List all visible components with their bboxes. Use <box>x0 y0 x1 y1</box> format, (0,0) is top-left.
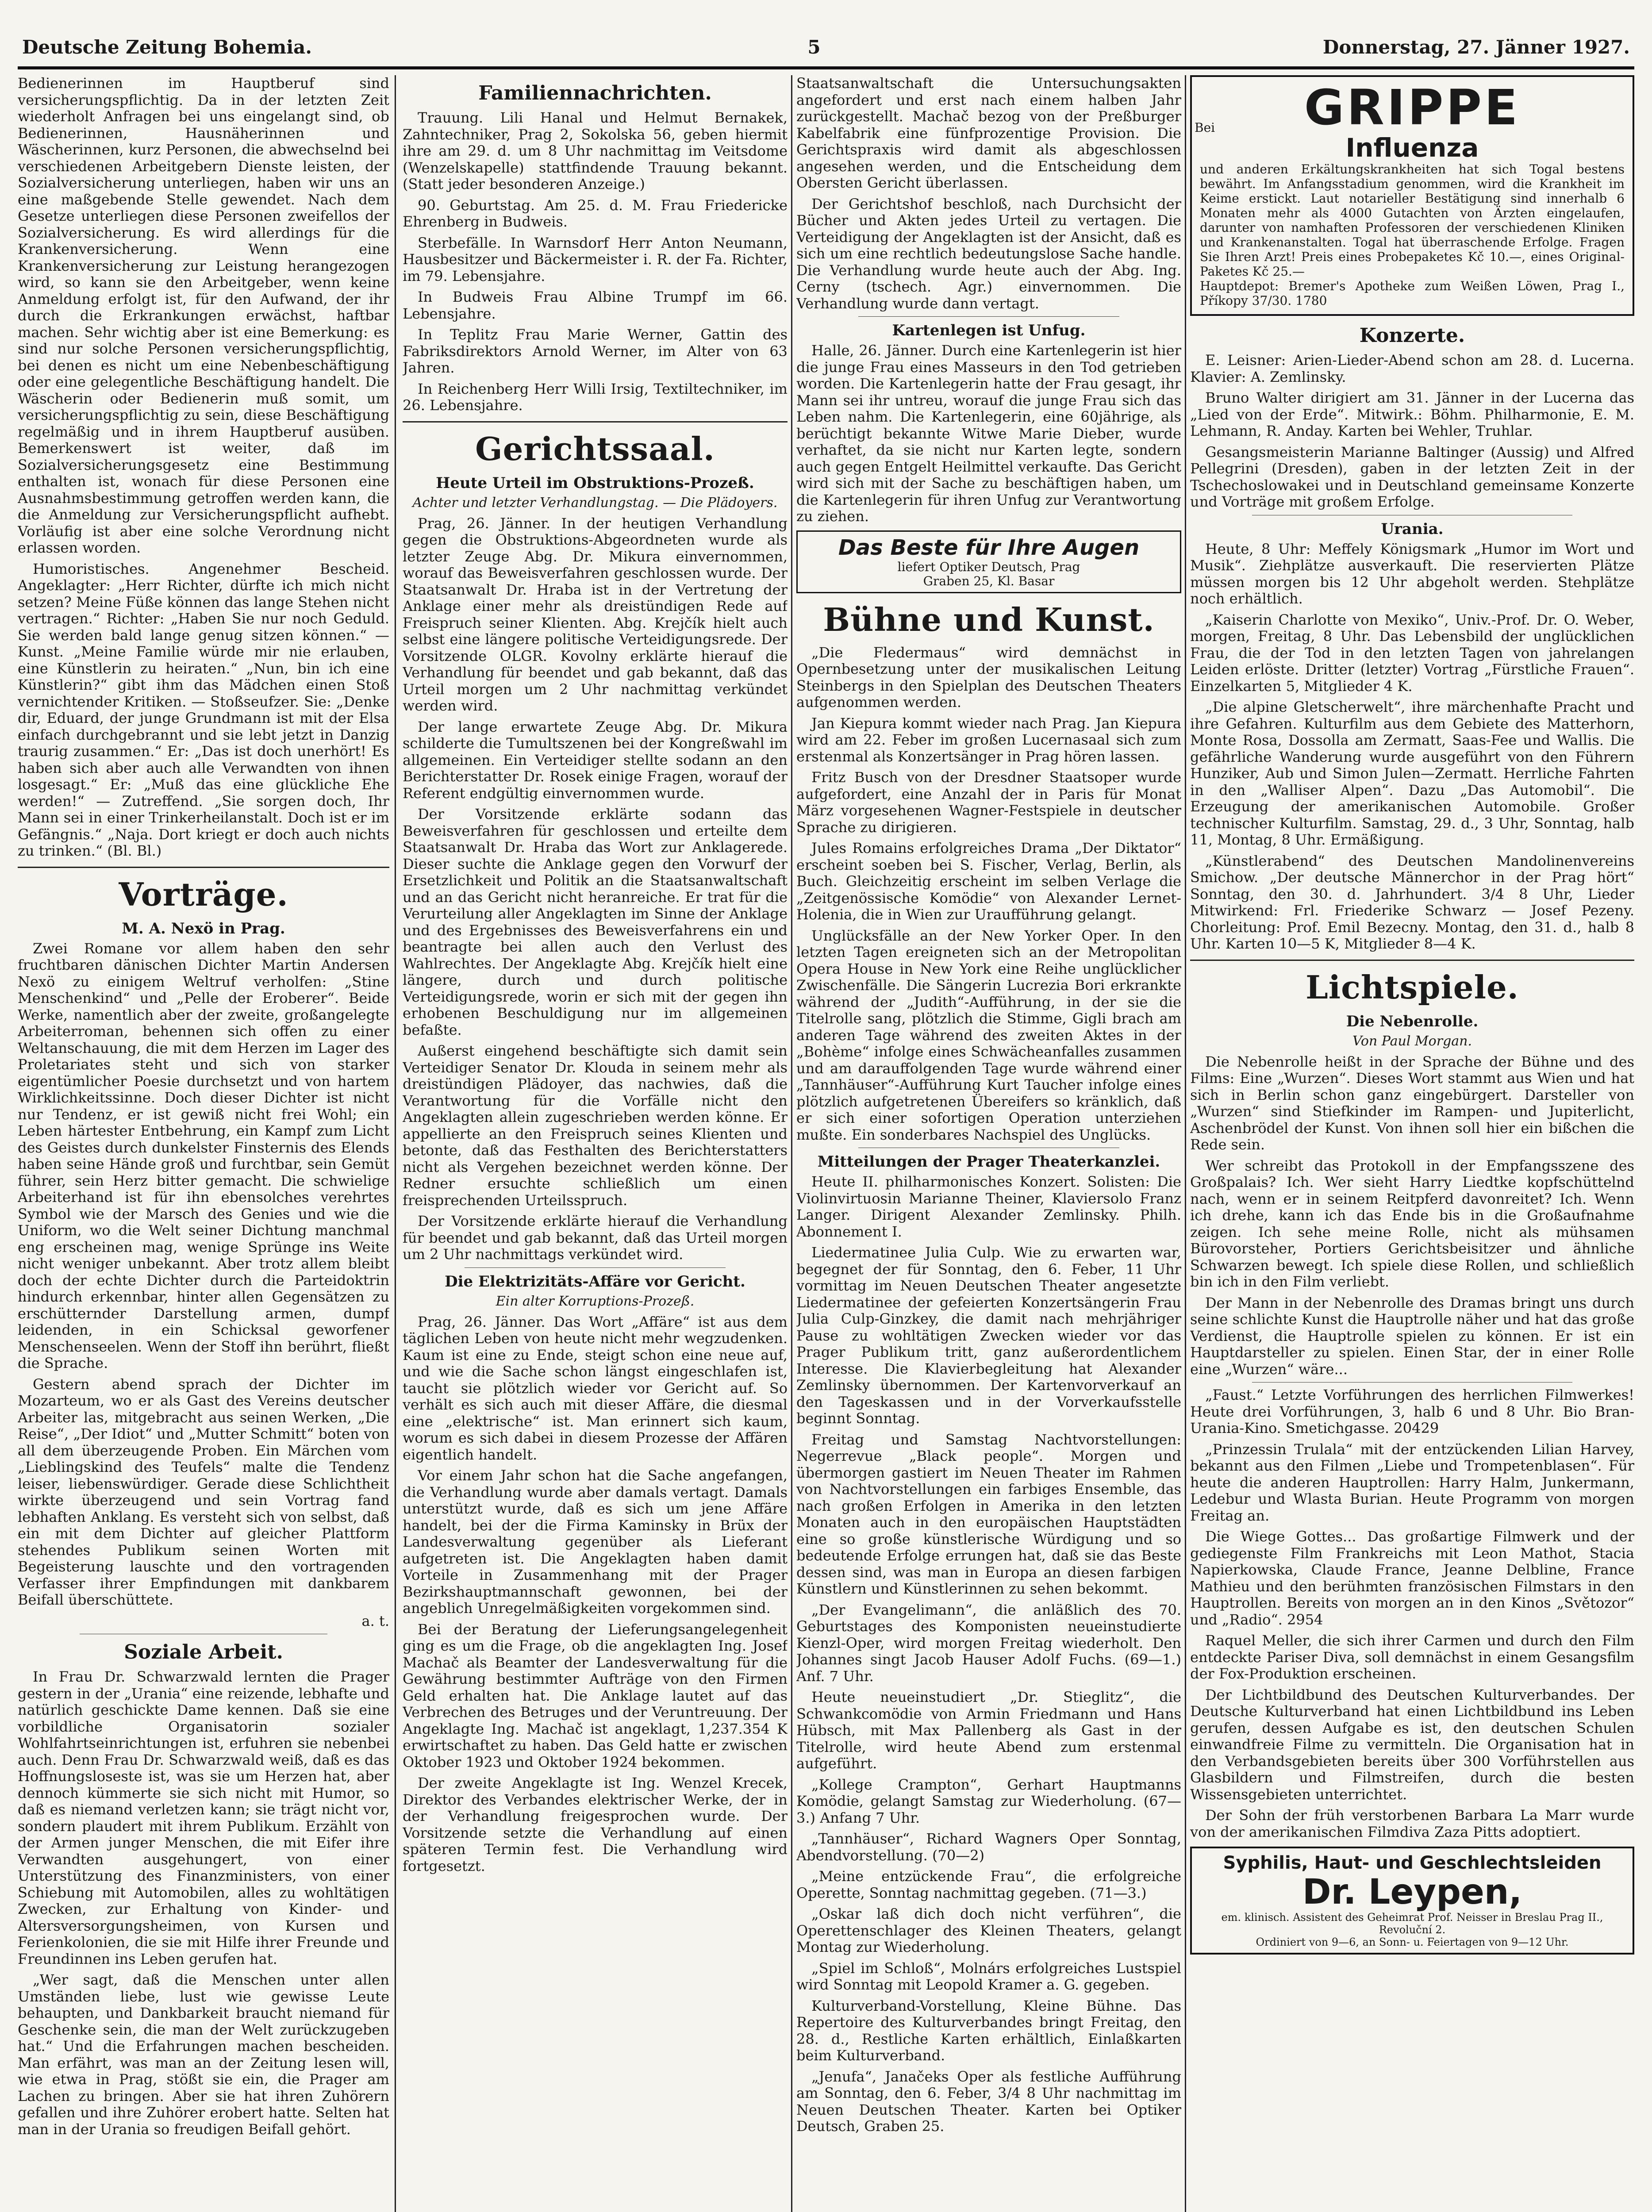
article-paragraph: Der Vorsitzende erklärte hierauf die Verhandlung für beendet und gab bekannt, daß das Urteil morgen um 2 Uhr nachmittags verkündet wird. <box>403 1213 788 1263</box>
article-heading: Mitteilungen der Prager Theaterkanzlei. <box>817 1153 1160 1171</box>
article-paragraph: Halle, 26. Jänner. Durch eine Kartenlegerin ist hier die junge Frau eines Masseurs in den Tod getrieben worden. Die Kartenlegerin hatte der Frau gesagt, ihr Mann sei ihr untreu, worauf die junge Frau sich das Leben nahm. Die Kartenlegerin, eine 60jährige, als berüchtigt bekannte Witwe Marie Dieber, wurde verhaftet, da sie nicht nur Karten legte, sondern auch gegen Entgelt Heilmittel verkaufte. Das Gericht wird sich mit der Sache zu beschäftigen haben, um die Kartenlegerin für ihren Unfug zur Verantwortung zu ziehen. <box>796 342 1181 525</box>
article-paragraph: Die Nebenrolle heißt in der Sprache der Bühne und des Films: Eine „Wurzen“. Dieses Wort stammt aus Wien und hat sich in Berlin schon ganz eingebürgert. Darsteller von „Wurzen“ sind Stiefkinder im Rampen- und Jupiterlicht, Aschenbrödel der Kunst. Von ihnen soll hier ein bißchen die Rede sein. <box>1190 1053 1634 1153</box>
ad-headline: Syphilis, Haut- und Geschlechtsleiden <box>1223 1853 1602 1873</box>
article-paragraph: „Faust.“ Letzte Vorführungen des herrlichen Filmwerkes! Heute drei Vorführungen, 3, halb 6 und 8 Uhr. Bio Bran-Urania-Kino. Smetichgasse. 20429 <box>1190 1386 1634 1436</box>
article-paragraph: Liedermatinee Julia Culp. Wie zu erwarten war, begegnet der für Sonntag, den 6. Feber, 11 Uhr vormittag im Neuen Deutschen Theater angesetzte Liedermatinee der gefeierten Konzertsängerin Frau Julia Culp-Ginzkey, die damit nach mehrjähriger Pause zu wohltätigen Zwecken wieder vor das Prager Publikum tritt, ganz außerordentlichem Interesse. Die Klavierbegleitung hat Alexander Zemlinsky übernommen. Der Kartenvorverkauf an den Tageskassen und in der Vorverkaufsstelle beginnt Sonntag. <box>796 1244 1181 1427</box>
article-paragraph: „Meine entzückende Frau“, die erfolgreiche Operette, Sonntag nachmittag gegeben. (71—3.) <box>796 1868 1181 1901</box>
column-4 <box>1190 75 1634 2212</box>
ad-depot: Hauptdepot: Bremer's Apotheke zum Weißen Löwen, Prag I., Příkopy 37/30. 1780 <box>1200 279 1625 308</box>
column-rule <box>395 75 396 2212</box>
article-paragraph: Bruno Walter dirigiert am 31. Jänner in der Lucerna das „Lied von der Erde“. Mitwirk.: Böhm. Philharmonie, E. M. Lehmann, R. Anday. Karten bei Wehler, Truhlar. <box>1190 389 1634 439</box>
paper-title: Deutsche Zeitung Bohemia. <box>22 36 312 58</box>
article-paragraph: „Prinzessin Trulala“ mit der entzückenden Lilian Harvey, bekannt aus den Filmen „Liebe und Trompetenblasen“. Für heute die anderen Hauptrollen: Harry Halm, Junkermann, Ledebur und Wlasta Burian. Heute Programm von morgen Freitag an. <box>1190 1440 1634 1524</box>
article-paragraph: Außerst eingehend beschäftigte sich damit sein Verteidiger Senator Dr. Klouda in seinem mehr als dreistündigen Plädoyer, das nachwies, daß die Verantwortung für die Vorfälle nicht den Angeklagten allein zugeschrieben werden könne. Er appellierte an den Freispruch seines Klienten und betonte, daß das Festhalten des Berichterstatters nicht als Vergehen bezeichnet werden könne. Der Redner ersuchte schließlich um einen freisprechenden Urteilsspruch. <box>403 1042 788 1209</box>
article-paragraph: „Spiel im Schloß“, Molnárs erfolgreiches Lustspiel wird Sonntag mit Leopold Kramer a. G. gegeben. <box>796 1959 1181 1993</box>
ad-name: Dr. Leypen, <box>1302 1872 1522 1912</box>
article-heading: Kartenlegen ist Unfug. <box>892 322 1086 339</box>
article-heading: M. A. Nexö in Prag. <box>122 919 285 937</box>
article-paragraph: Gestern abend sprach der Dichter im Mozarteum, wo er als Gast des Vereins deutscher Arbeiter las, mitgebracht aus seinen Werken, „Die Reise“, „Der Idiot“ und „Mutter Schmitt“ boten von all dem überzeugende Proben. Ein Märchen vom „Lieblingskind des Teufels“ malte die Tendenz leiser, liebenswürdiger. Gerade diese Schlichtheit wirkte überzeugend und sein Vortrag fand lebhaften Anklang. Es versteht sich von selbst, daß ein mit dem Dichter auf gleicher Plattform stehendes Publikum seinen Worten mit Begeisterung lauschte und den vortragenden Verfasser ihrer Empfindungen mit dankbarem Beifall überschüttete. <box>18 1375 389 1608</box>
notice-paragraph: 90. Geburtstag. Am 25. d. M. Frau Friedericke Ehrenberg in Budweis. <box>403 196 788 230</box>
article-paragraph: Der Gerichtshof beschloß, nach Durchsicht der Bücher und Akten jedes Urteil zu vertagen. Die Verteidigung der Angeklagten ist der Ansicht, daß es sich um eine rechtlich bedeutungslose Sache handle. Die Verhandlung wurde heute auch der Abg. Ing. Cerny (tschech. Agr.) einvernommen. Die Verhandlung wurde dann vertagt. <box>796 195 1181 312</box>
section-heading: Familiennachrichten. <box>478 82 712 104</box>
section-heading: Vorträge. <box>119 875 288 913</box>
article-heading: Die Elektrizitäts-Affäre vor Gericht. <box>445 1272 745 1290</box>
article-paragraph: Vor einem Jahr schon hat die Sache angefangen, die Verhandlung wurde aber damals vertagt. Damals unterstützt wurde, daß es sich um jene Affäre handelt, bei der die Firma Kaminsky in Brüx der Landesverwaltung gegenüber als Lieferant aufgetreten ist. Die Angeklagten haben damit Vorteile in Zusammenhang mit der Prager Bezirkshauptmannschaft gewonnen, bei der angeblich Unregelmäßigkeiten vorgekommen sind. <box>403 1467 788 1617</box>
section-heading: Urania. <box>1381 520 1444 538</box>
article-paragraph: Der zweite Angeklagte ist Ing. Wenzel Krecek, Direktor des Verbandes elektrischer Werke, der in der Verhandlung freigesprochen wurde. Der Vorsitzende setzte die Verhandlung auf einen späteren Termin fest. Die Verhandlung wird fortgesetzt. <box>403 1774 788 1874</box>
ad-prefix: Bei <box>1195 120 1215 135</box>
article-paragraph: Kulturverband-Vorstellung, Kleine Bühne. Das Repertoire des Kulturverbandes bringt Freitag, den 28. d., Restliche Karten erhältlich, Einlaßkarten beim Kulturverband. <box>796 1997 1181 2064</box>
masthead <box>18 18 1634 69</box>
article-paragraph: Heute II. philharmonisches Konzert. Solisten: Die Violinvirtuosin Marianne Theiner, Klaviersolo Franz Langer. Dirigent Alexander Zemlinsky. Philh. Abonnement I. <box>796 1173 1181 1240</box>
article-paragraph: „Der Evangelimann“, die anläßlich des 70. Geburtstages des Komponisten neueinstudierte Kienzl-Oper, wird morgen Freitag wiederholt. Den Johannes singt Jacob Hauser Adolf Fuchs. (69—1.) Anf. 7 Uhr. <box>796 1601 1181 1685</box>
ad-text: und anderen Erkältungskrankheiten hat sich Togal bestens bewährt. Im Anfangsstadium genommen, wird die Krankheit im Keime erstickt. Laut notarieller Bestätigung sind innerhalb 6 Monaten mehr als 4000 Gutachten von Ärzten eingelaufen, darunter von namhaften Professoren der verschiedenen Kliniken und Krankenanstalten. Togal hat überraschende Erfolge. Fragen Sie Ihren Arzt! Preis eines Probepaketes Kč 10.—, eines Original-Paketes Kč 25.— <box>1200 162 1625 279</box>
column-rule <box>791 75 792 2212</box>
article-paragraph: Raquel Meller, die sich ihrer Carmen und durch den Film entdeckte Pariser Diva, soll demnächst in einem Gesangsfilm der Fox-Produktion erscheinen. <box>1190 1632 1634 1682</box>
article-paragraph: Bedienerinnen im Hauptberuf sind versicherungspflichtig. Da in der letzten Zeit wiederholt Anfragen bei uns eingelangt sind, ob Bedienerinnen, Hausnäherinnen und Wäscherinnen, kurz Personen, die abwechselnd bei verschiedenen Arbeitgebern Dienste leisten, der Sozialversicherung unterliegen, haben wir uns an eine maßgebende Stelle gewendet. Nach dem Gesetze unterliegen diese Personen zweifellos der Sozialversicherung. Es wird allerdings für die Krankenversicherung. Wenn eine Krankenversicherung zur Leistung herangezogen wird, so kann sie den Arbeitgeber, wenn keine Anmeldung erfolgt ist, für den Aufwand, der ihr durch die Erkrankungen erwächst, haftbar machen. Sehr wichtig aber ist eine Bemerkung: es sind nur solche Personen versicherungspflichtig, bei denen es nicht um eine Nebenbeschäftigung oder eine gelegentliche Beschäftigung handelt. Die Wäscherin oder Bedienerin muß somit, um versicherungspflichtig zu sein, diese Beschäftigung regelmäßig und in ihrem Hauptberuf ausüben. Bemerkenswert ist weiter, daß im Sozialversicherungsgesetz eine Bestimmung enthalten ist, wonach für diese Personen eine Ausnahmsbestimmung getroffen werden kann, die die Anmeldung zur Versicherungspflicht aufhebt. Vorläufig ist aber eine solche Verordnung nicht erlassen worden. <box>18 75 389 556</box>
article-heading: Heute Urteil im Obstruktions-Prozeß. <box>436 474 754 492</box>
article-paragraph: E. Leisner: Arien-Lieder-Abend schon am 28. d. Lucerna. Klavier: A. Zemlinsky. <box>1190 352 1634 385</box>
article-paragraph: „Jenufa“, Janačeks Oper als festliche Aufführung am Sonntag, den 6. Feber, 3/4 8 Uhr nachmittag im Neuen Deutschen Theater. Karten bei Optiker Deutsch, Graben 25. <box>796 2068 1181 2135</box>
optiker-advertisement <box>796 530 1181 593</box>
article-paragraph: Jules Romains erfolgreiches Drama „Der Diktator“ erscheint soeben bei S. Fischer, Verlag, Berlin, als Buch. Gleichzeitig erscheint im selben Verlage die „Zeitgenössische Komödie“ von Alexander Lernet-Holenia, die in Wien zur Uraufführung gelangt. <box>796 840 1181 923</box>
article-paragraph: Jan Kiepura kommt wieder nach Prag. Jan Kiepura wird am 22. Feber im großen Lucernasaal sich zum erstenmal als Konzertsänger in Prag hören lassen. <box>796 714 1181 765</box>
article-paragraph: Staatsanwaltschaft die Untersuchungsakten angefordert und erst nach einem halben Jahr zurückgestellt. Machač bezog von der Preßburger Kabelfabrik eine fünfprozentige Provision. Die Gerichtspraxis wird damit als abgeschlossen angesehen werden, und die Entscheidung dem Obersten Gericht überlassen. <box>796 75 1181 191</box>
article-byline: Von Paul Morgan. <box>1352 1033 1472 1049</box>
notice-paragraph: In Teplitz Frau Marie Werner, Gattin des Fabriksdirektors Arnold Werner, im Alter von 63 Jahren. <box>403 326 788 376</box>
article-paragraph: Fritz Busch von der Dresdner Staatsoper wurde aufgefordert, eine Anzahl der in Paris für Monat März vorgesehenen Wagner-Festspiele in deutscher Sprache zu dirigieren. <box>796 769 1181 836</box>
issue-date: Donnerstag, 27. Jänner 1927. <box>1322 36 1630 58</box>
article-divider <box>465 1267 726 1268</box>
article-paragraph: „Oskar laß dich doch nicht verführen“, die Operettenschlager des Kleinen Theaters, gelangt Montag zur Wiederholung. <box>796 1905 1181 1955</box>
article-paragraph: Prag, 26. Jänner. In der heutigen Verhandlung gegen die Obstruktions-Abgeordneten wurde als letzter Zeuge Abg. Dr. Mikura einvernommen, worauf das Beweisverfahren geschlossen wurde. Der Staatsanwalt Dr. Hraba ist in der Vertretung der Anklage einer mehr als dreistündigen Rede auf Freispruch seiner Klienten. Abg. Krejčík hielt auch selbst eine längere politische Verteidigungsrede. Der Vorsitzende OLGR. Kovolny erklärte hierauf die Verhandlung für beendet und gab bekannt, daß das Urteil morgen um 2 Uhr nachmittag verkündet werden wird. <box>403 515 788 714</box>
ad-text: liefert Optiker Deutsch, Prag <box>897 559 1080 574</box>
article-paragraph: „Kaiserin Charlotte von Mexiko“, Univ.-Prof. Dr. O. Weber, morgen, Freitag, 8 Uhr. Das Lebensbild der unglücklichen Frau, die der Tod in den letzten Tagen von jahrelangen Leiden erlöste. Dritter (letzter) Vortrag „Fürstliche Frauen“. Einzelkarten 5, Mitglieder 4 K. <box>1190 611 1634 695</box>
article-paragraph: Der Vorsitzende erklärte sodann das Beweisverfahren für geschlossen und erteilte dem Staatsanwalt Dr. Hraba das Wort zur Anklagerede. Dieser suchte die Anklage gegen den Vorwurf der Ersetzlichkeit und Politik an die Staatsanwaltschaft und an das Gericht nicht heranreiche. Er trat für die Verurteilung aller Angeklagten im Sinne der Anklage und des Ergebnisses des Beweisverfahrens ein und beantragte bei allen auch den Verlust des Wahlrechtes. Der Angeklagte Abg. Krejčík hielt eine längere, durch und durch politische Verteidigungsrede, worin er sich mit der gegen ihn erhobenen Beschuldigung nur im allgemeinen befaßte. <box>403 806 788 1038</box>
article-paragraph: Die Wiege Gottes... Das großartige Filmwerk und der gediegenste Film Frankreichs mit Leon Mathot, Stacia Napierkowska, Claude France, Jeanne Delbline, France Mathieu und den berühmten französischen Filmstars in den Hauptrollen. Bereits von morgen an in den Kinos „Světozor“ und „Radio“. 2954 <box>1190 1528 1634 1628</box>
article-paragraph: Prag, 26. Jänner. Das Wort „Affäre“ ist aus dem täglichen Leben von heute nicht mehr wegzudenken. Kaum ist eine zu Ende, steigt schon eine neue auf, und wie die Sache schon längst eingeschlafen ist, taucht sie plötzlich wieder vor Gericht auf. So verhält es sich auch mit dieser Affäre, die diesmal eine „elektrische“ ist. Man erinnert sich kaum, worum es sich dabei in diesem Prozesse der Affären eigentlich handelt. <box>403 1313 788 1463</box>
article-paragraph: „Tannhäuser“, Richard Wagners Oper Sonntag, Abendvorstellung. (70—2) <box>796 1830 1181 1864</box>
article-heading: Soziale Arbeit. <box>124 1641 283 1663</box>
ad-address: Graben 25, Kl. Basar <box>923 573 1055 588</box>
article-paragraph: Heute neueinstudiert „Dr. Stieglitz“, die Schwankcomödie von Armin Friedmann und Hans Hübsch, mit Max Pallenberg als Gast in der Titelrolle, wird heute Abend zum erstenmal aufgeführt. <box>796 1689 1181 1772</box>
article-paragraph: Wer schreibt das Protokoll in der Empfangsszene des Großpalais? Ich. Wer sieht Harry Liedtke kopfschüttelnd nach, wenn er in seinem Reitpferd davonreitet? Ich. Wenn ich drehe, kann ich das Ende bis in die Großaufnahme zeigen. Ich sehe meine Rolle, nicht als mühsamen Bürovorsteher, Portiers Gerichtsbeisitzer und ähnliche Schwarzen bewegt. Ich spiele diese Rollen, und schließlich bin ich in den Film verliebt. <box>1190 1157 1634 1290</box>
page-number: 5 <box>807 36 821 58</box>
notice-paragraph: In Reichenberg Herr Willi Irsig, Textiltechniker, im 26. Lebensjahre. <box>403 380 788 414</box>
section-divider <box>1190 960 1634 961</box>
article-paragraph: „Wer sagt, daß die Menschen unter allen Umständen liebe, lust wie gewisse Leute behaupten, und Dankbarkeit braucht niemand für Geschenke sein, die man der Welt zurückzugeben hat.“ Und die Erfahrungen machen bescheiden. Man erfährt, was man an der Zeitung lesen will, wie etwa in Prag, stößt sie ein, die Prager am Lachen zu bringen. Aber sie hat ihren Zuhörern gefallen und ihre Zuhörer erobert hatte. Selten hat man in der Urania so freudigen Beifall gehört. <box>18 1971 389 2138</box>
leypen-advertisement <box>1190 1847 1634 1955</box>
article-heading: Die Nebenrolle. <box>1346 1012 1479 1030</box>
column-1 <box>18 75 389 2212</box>
article-paragraph: Freitag und Samstag Nachtvorstellungen: Negerrevue „Black people“. Morgen und übermorgen gastiert im Neuen Theater im Rahmen von Nachtvorstellungen ein farbiges Ensemble, das nach großen Erfolgen in Amerika in den letzten Monaten auch in den europäischen Hauptstädten eine so große künstlerische Würdigung und so bedeutende Erfolge errungen hat, daß sie das Beste dessen sind, was man in Europa an diesen farbigen Künstlern und Künstlerinnen zu sehen bekommt. <box>796 1431 1181 1597</box>
article-paragraph: Gesangsmeisterin Marianne Baltinger (Aussig) und Alfred Pellegrini (Dresden), gaben in der letzten Zeit in der Tschechoslowakei und in Deutschland gemeinsame Konzerte und Vorträge mit großem Erfolge. <box>1190 443 1634 510</box>
article-paragraph: Bei der Beratung der Lieferungsangelegenheit ging es um die Frage, ob die angeklagten Ing. Josef Machač als Beamter der Landesverwaltung für die Gewährung bestimmter Aufträge von den Firmen Geld erhalten hat. Die Anklage lautet auf das Verbrechen des Betruges und der Veruntreuung. Der Angeklagte Ing. Machač ist angeklagt, 1,237.354 K erwirtschaftet zu haben. Das Geld hatte er zwischen Oktober 1923 und Oktober 1924 bekommen. <box>403 1621 788 1770</box>
ad-headline: GRIPPE <box>1304 79 1521 136</box>
section-heading: Bühne und Kunst. <box>823 600 1155 638</box>
ad-hours: Ordiniert von 9—6, an Sonn- u. Feiertagen von 9—12 Uhr. <box>1256 1936 1569 1948</box>
article-subheading: Ein alter Korruptions-Prozeß. <box>496 1293 695 1309</box>
column-rule <box>1185 75 1186 2212</box>
ad-headline: Das Beste für Ihre Augen <box>838 535 1140 560</box>
article-paragraph: „Künstlerabend“ des Deutschen Mandolinenvereins Smichow. „Der deutsche Männerchor in der Prag hört“ Sonntag, den 30. d. Jahrhundert. 3/4 8 Uhr, Lieder Mitwirkend: Frl. Friederike Schwarz — Josef Pezeny. Chorleitung: Prof. Emil Bezecny. Montag, den 31. d., halb 8 Uhr. Karten 10—5 K, Mitglieder 8—4 K. <box>1190 852 1634 952</box>
article-paragraph: Zwei Romane vor allem haben den sehr fruchtbaren dänischen Dichter Martin Andersen Nexö zu einigem Weltruf verholfen: „Stine Menschenkind“ und „Pelle der Eroberer“. Beide Werke, namentlich aber der zweite, großangelegte Arbeiterroman, behennen sich offen zu einer Weltanschauung, die mit dem Herzen im Lager des Proletariates steht und sich von starker eigentümlicher Poesie durchsetzt und von hartem Wirklichkeitssinne. Doch dieser Dichter ist nicht nur Tendenz, er ist gewiß nicht frei Wohl; ein Leben härtester Entbehrung, ein Kampf zum Licht des Geistes durch dunkelster Finsternis des Elends haben seine Hände groß und furchtbar, sein Gemüt führer, sein Herz bitter gemacht. Die schwielige Arbeiterhand ist für ihn ebensolches verehrtes Symbol wie der Marsch des Genies und wie die Uniform, wo die Welt seiner Dichtung manchmal eng erscheinen mag, wenige Sprünge ins Weite nicht weniger unbekannt. Aber trotz allem bleibt doch der echte Dichter durch die Parteidoktrin hindurch erkennbar, hinter allen Gegensätzen zu erschütternder Darstellung armen, dumpf leidenden, in ein Schicksal geworfener Menschenseelen. Wenn der Stoff ihn berührt, fließt die Sprache. <box>18 940 389 1371</box>
article-paragraph: „Kollege Crampton“, Gerhart Hauptmanns Komödie, gelangt Samstag zur Wiederholung. (67—3.) Anfang 7 Uhr. <box>796 1776 1181 1826</box>
notice-paragraph: In Budweis Frau Albine Trumpf im 66. Lebensjahre. <box>403 288 788 322</box>
article-subheading: Achter und letzter Verhandlungstag. — Die Plädoyers. <box>412 495 778 511</box>
article-paragraph: Heute, 8 Uhr: Meffely Königsmark „Humor im Wort und Musik“. Ziehplätze ausverkauft. Die reservierten Plätze müssen morgen bis 12 Uhr abgeholt werden. Stehplätze noch erhältlich. <box>1190 540 1634 607</box>
togal-advertisement <box>1190 75 1634 316</box>
section-heading: Konzerte. <box>1359 324 1465 347</box>
column-3 <box>796 75 1181 2212</box>
article-paragraph: Unglücksfälle an der New Yorker Oper. In den letzten Tagen ereigneten sich an der Metropolitan Opera House in New York eine Reihe unglücklicher Zwischenfälle. Die Sängerin Lucrezia Bori erkrankte während der „Judith“-Aufführung, in der sie die Titelrolle sang, plötzlich die Stimme, Gigli brach am anderen Tage während des zweiten Aktes in der „Bohème“ infolge eines Schwächeanfalles zusammen und am darauffolgenden Tage wurde während einer „Tannhäuser“-Aufführung Kurt Taucher infolge eines plötzlich aufgetretenen Übereifers so kränklich, daß er sich einer sofortigen Operation unterziehen mußte. Ein sonderbares Nachspiel des Unglücks. <box>796 927 1181 1143</box>
section-heading: Lichtspiele. <box>1306 968 1519 1006</box>
article-paragraph: Humoristisches. Angenehmer Bescheid. Angeklagter: „Herr Richter, dürfte ich mich nicht setzen? Meine Füße können das lange Stehen nicht vertragen.“ Richter: „Haben Sie nur noch Geduld. Sie werden bald lange genug sitzen können.“ — Kunst. „Meine Familie würde mir nie erlauben, eine Künstlerin zu heiraten.“ „Nun, bin ich eine Künstlerin?“ gibt ihm das Mädchen einen Stoß vernichtender Kritiken. — Stoßseufzer. Sie: „Denke dir, Eduard, der junge Grundmann ist mit der Elsa einfach durchgebrannt und sie lebt jetzt in Danzig traurig zusammen.“ Er: „Das ist doch unerhört! Es haben sich aber auch alle Verwandten von ihnen losgesagt.“ Er: „Muß das eine glückliche Ehe werden!“ — Zutreffend. „Sie sorgen doch, Ihr Mann sei in einer Trinkerheilanstalt. Doch ist er im Gefängnis.“ „Naja. Dort kriegt er doch auch nichts zu trinken.“ (Bl. Bl.) <box>18 560 389 859</box>
newspaper-page <box>18 18 1634 2212</box>
article-divider <box>858 316 1119 317</box>
article-paragraph: Der Mann in der Nebenrolle des Dramas bringt uns durch seine schlichte Kunst die Hauptrolle näher und hat das große Verdienst, die Hauptrolle spielen zu können. Er ist ein Hauptdarsteller zu spielen. Einen Star, der in einer Rolle eine „Wurzen“ wäre... <box>1190 1294 1634 1378</box>
article-paragraph: Der lange erwartete Zeuge Abg. Dr. Mikura schilderte die Tumultszenen bei der Kongreßwahl im allgemeinen. Ein Verteidiger stellte sodann an den Berichterstatter Dr. Rosek einige Fragen, worauf der Referent endgültig einvernommen wurde. <box>403 718 788 802</box>
article-paragraph: Der Lichtbildbund des Deutschen Kulturverbandes. Der Deutsche Kulturverband hat einen Lichtbildbund ins Leben gerufen, dessen Aufgabe es ist, den deutschen Schulen einwandfreie Filme zu vermitteln. Die Organisation hat in den Verbandsgebieten bereits über 300 Vorführstellen aus Glasbildern und Filmstreifen, durch die besten Wissensgebieten unterrichtet. <box>1190 1686 1634 1803</box>
column-2 <box>403 75 788 2212</box>
article-paragraph: „Die Fledermaus“ wird demnächst in Opernbesetzung unter der musikalischen Leitung Steinbergs in den Spielplan des Deutschen Theaters aufgenommen werden. <box>796 644 1181 710</box>
ad-text: em. klinisch. Assistent des Geheimrat Prof. Neisser in Breslau Prag II., Revoluční 2. <box>1221 1911 1603 1936</box>
article-paragraph: Der Sohn der früh verstorbenen Barbara La Marr wurde von der amerikanischen Filmdiva Zaza Pitts adoptiert. <box>1190 1807 1634 1840</box>
ad-subheadline: Influenza <box>1345 133 1479 163</box>
article-paragraph: „Die alpine Gletscherwelt“, ihre märchenhafte Pracht und ihre Gefahren. Kulturfilm aus dem Gebiete des Matterhorn, Monte Rosa, Dossolla am Zermatt, Saas-Fee und Wallis. Die gefährliche Wanderung wurde ausgeführt von den Führern Hunziker, Aub und Simon Julen—Zermatt. Herrliche Fahrten in den „Walliser Alpen“. Dazu „Das Automobil“. Die Erzeugung der amerikanischen Automobile. Großer technischer Kulturfilm. Samstag, 29. d., 3 Uhr, Sonntag, halb 11, Montag, 8 Uhr. Ermäßigung. <box>1190 699 1634 848</box>
article-paragraph: In Frau Dr. Schwarzwald lernten die Prager gestern in der „Urania“ eine reizende, lebhafte und natürlich geschickte Dame kennen. Daß sie eine vorbildliche Organisatorin sozialer Wohlfahrtseinrichtungen ist, erfuhren sie nebenbei auch. Denn Frau Dr. Schwarzwald weiß, daß es das Hoffnungsloseste ist, was sie um Herzen hat, aber dennoch kümmerte sie sich nicht mit Humor, so daß es niemand verletzen kann; sie trägt nicht vor, sondern plaudert mit ihrem Publikum. Erzählt von der Armen junger Menschen, die mit Eifer ihre Verwandten ausgehungert, von einer Unterstützung des Finanzministers, von einer Schiebung mit Automobilen, alles zu wohltätigen Zwecken, zur Erhaltung von Kinder- und Altersversorgungsheimen, von Kursen und Ferienkolonien, die sie mit Hilfe ihrer Freunde und Freundinnen ins Leben gerufen hat. <box>18 1668 389 1967</box>
notice-paragraph: Sterbefälle. In Warnsdorf Herr Anton Neumann, Hausbesitzer und Bäckermeister i. R. der Fa. Richter, im 79. Lebensjahre. <box>403 234 788 284</box>
section-divider <box>403 421 788 422</box>
author-signature: a. t. <box>361 1612 389 1629</box>
section-divider <box>18 867 389 868</box>
section-heading: Gerichtssaal. <box>475 430 715 468</box>
notice-paragraph: Trauung. Lili Hanal und Helmut Bernakek, Zahntechniker, Prag 2, Sokolska 56, geben hiermit ihre am 29. d. um 8 Uhr nachmittag im Veitsdome (Wenzelskapelle) stattfindende Trauung bekannt. (Statt jeder besonderen Anzeige.) <box>403 109 788 192</box>
